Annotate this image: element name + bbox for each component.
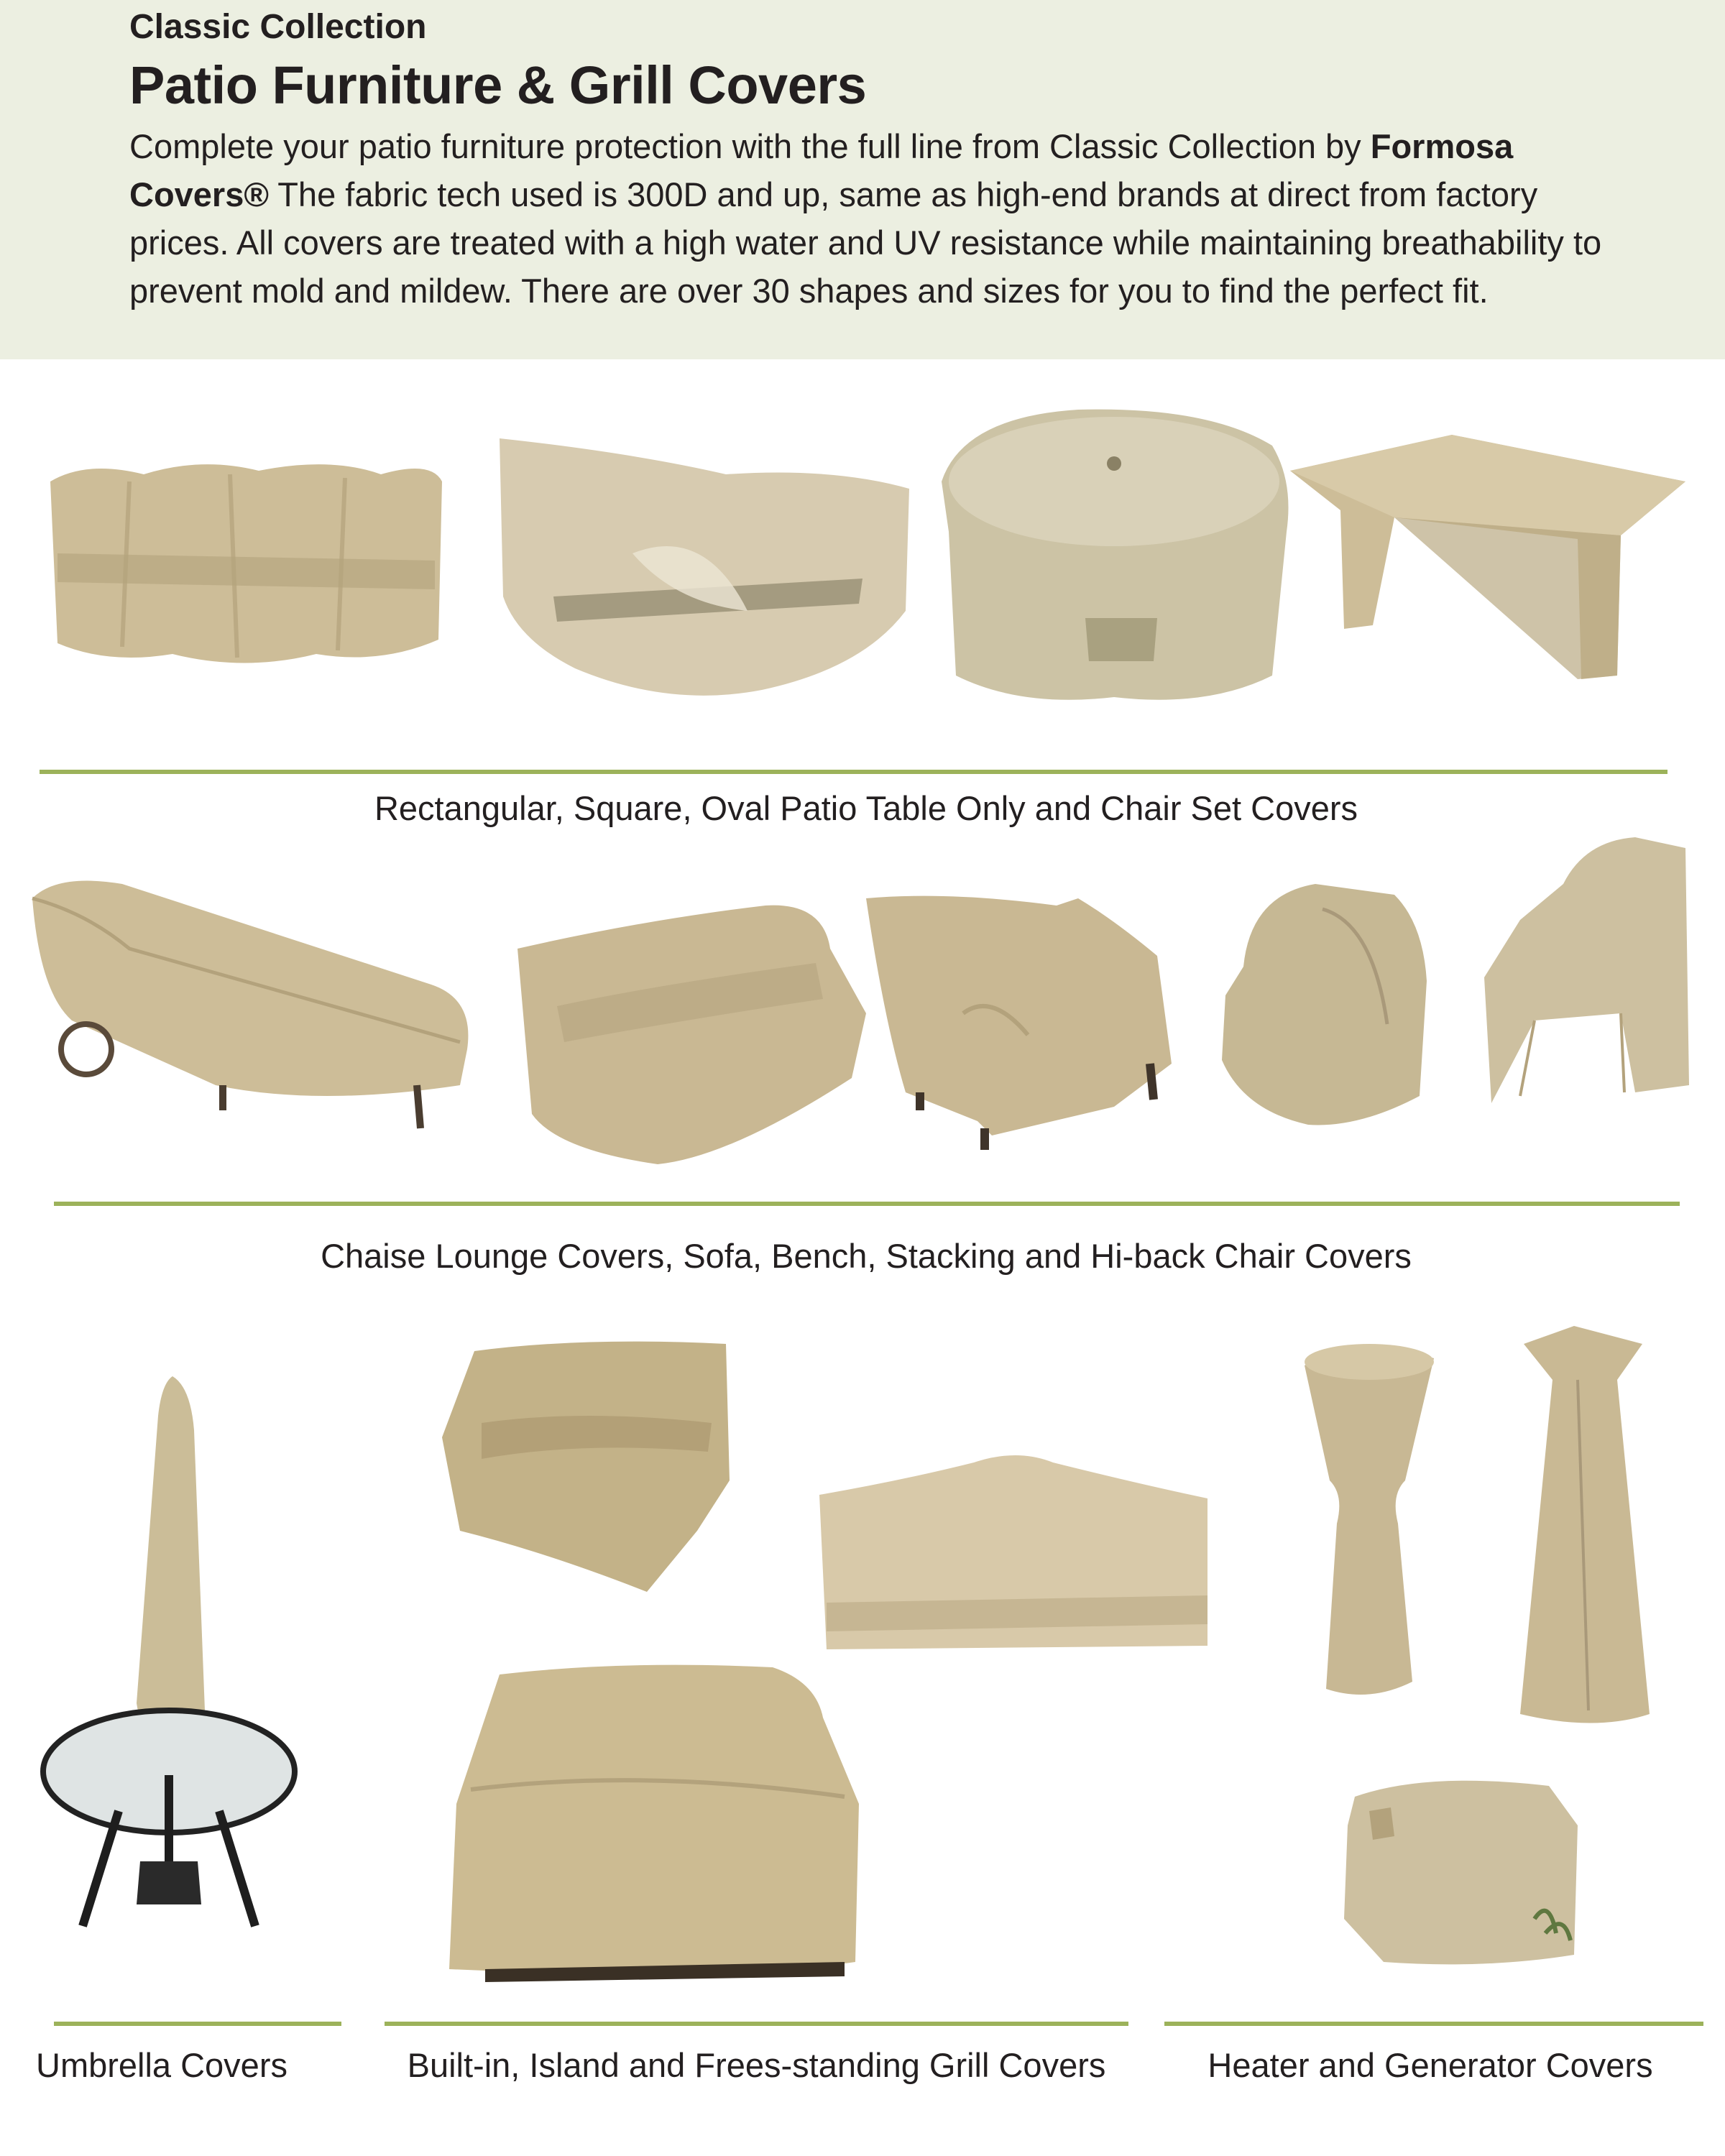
rectangular-table-set-cover-image [43, 460, 446, 676]
pyramid-heater-cover-image [1509, 1322, 1653, 1732]
caption-seating: Chaise Lounge Covers, Sofa, Bench, Stacking and Hi-back Chair Covers [321, 1237, 1412, 1275]
page-title: Patio Furniture & Grill Covers [129, 55, 867, 115]
umbrella-cover-image [40, 1373, 298, 1940]
header-band [0, 0, 1725, 359]
bench-cover-image [862, 891, 1179, 1157]
caption-table-sets: Rectangular, Square, Oval Patio Table Only and Chair Set Covers [374, 789, 1358, 827]
section-divider-seating [54, 1202, 1680, 1206]
description-intro: Complete your patio furniture protection with the full line from Classic Collection by [129, 127, 1361, 165]
caption-umbrella: Umbrella Covers [36, 2046, 288, 2084]
description-body: The fabric tech used is 300D and up, same as high-end brands at direct from factory prices. All covers are treated with a high water and UV resistance while maintaining breathability to prevent mold and mildew. There are over 30 shapes and sizes for you to find the perfect fit. [129, 175, 1602, 310]
round-patio-heater-cover-image [1297, 1337, 1441, 1703]
generator-cover-image [1340, 1768, 1585, 1969]
description [129, 122, 1639, 315]
sofa-cover-image [514, 898, 870, 1171]
built-in-grill-cover-image [438, 1337, 740, 1595]
oval-table-set-cover-image [934, 402, 1294, 711]
stacking-chair-cover-image [1215, 880, 1430, 1132]
section-divider-heater [1164, 2022, 1703, 2026]
table-only-cover-image [1287, 431, 1689, 690]
brand-name: Formosa Covers® [129, 127, 1514, 213]
chaise-lounge-cover-image [29, 870, 482, 1143]
hi-back-chair-cover-image [1477, 834, 1693, 1107]
section-divider-table-sets [40, 770, 1668, 774]
section-divider-umbrella [54, 2022, 341, 2026]
island-grill-cover-image [816, 1445, 1211, 1653]
square-table-set-cover-image [489, 424, 913, 711]
caption-heater: Heater and Generator Covers [1208, 2046, 1653, 2084]
section-divider-grill [385, 2022, 1128, 2026]
free-standing-grill-cover-image [442, 1660, 866, 1984]
collection-name: Classic Collection [129, 8, 427, 46]
caption-grill: Built-in, Island and Frees-standing Grill Covers [407, 2046, 1106, 2084]
